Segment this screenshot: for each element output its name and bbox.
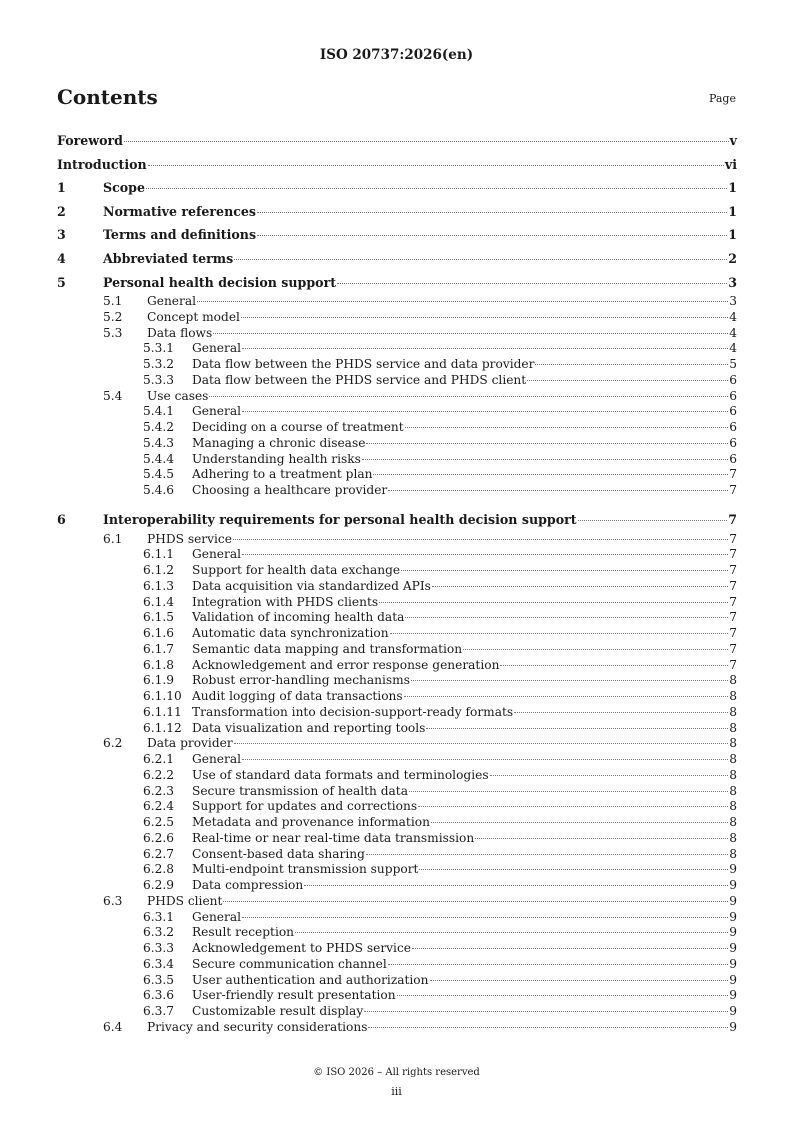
toc-entry-page: v: [729, 133, 737, 148]
toc-entry-level-1[interactable]: [57, 247, 737, 271]
toc-dot-leader: [397, 995, 729, 996]
toc-dot-leader: [124, 141, 729, 142]
toc-dot-leader: [197, 301, 728, 302]
toc-entry-page: 4: [729, 341, 737, 356]
toc-entry-page: 9: [729, 925, 737, 940]
toc-entry-title: Data compression: [192, 878, 304, 892]
toc-dot-leader: [364, 1011, 728, 1012]
toc-dot-leader: [241, 317, 728, 318]
toc-entry-level-3[interactable]: [57, 878, 737, 894]
toc-dot-leader: [578, 520, 728, 521]
toc-entry-number: 5.4.1: [143, 404, 175, 419]
toc-entry-title: Secure transmission of health data: [192, 783, 408, 798]
toc-entry-title: Use of standard data formats and terminologies: [192, 767, 489, 782]
toc-entry-page: 8: [729, 673, 737, 688]
toc-entry-page: 3: [729, 294, 737, 309]
toc-entry-page: 8: [729, 720, 737, 735]
toc-entry-number: 5.4.6: [143, 483, 175, 498]
toc-entry-level-2[interactable]: [57, 294, 737, 310]
toc-entry-number: 6.2.8: [143, 862, 175, 877]
toc-entry-title: Choosing a healthcare provider: [192, 483, 388, 498]
toc-entry-title: Use cases: [147, 388, 209, 403]
toc-entry-page: 1: [728, 203, 737, 219]
toc-dot-leader: [475, 838, 728, 839]
toc-entry-page: 9: [729, 909, 737, 924]
toc-entry-level-1[interactable]: [57, 223, 737, 247]
toc-entry-title: General: [192, 909, 241, 924]
toc-entry-page: 4: [729, 309, 737, 324]
toc-entry-title: Semantic data mapping and transformation: [192, 641, 463, 656]
toc-entry-title: Scope: [103, 180, 145, 196]
toc-dot-leader: [209, 396, 728, 397]
toc-entry-number: 6.1.6: [143, 626, 175, 640]
toc-entry-level-3[interactable]: [57, 357, 737, 373]
toc-entry-page: 2: [728, 250, 737, 266]
toc-entry-number: 5.4.3: [143, 435, 175, 450]
toc-dot-leader: [146, 188, 727, 189]
toc-entry-title: Transformation into decision-support-ready formats: [192, 704, 514, 719]
toc-entry-number: 2: [57, 203, 66, 219]
toc-dot-leader: [257, 212, 727, 213]
toc-dot-leader: [401, 570, 728, 571]
toc-entry-level-3[interactable]: [57, 404, 737, 420]
toc-dot-leader: [368, 1027, 728, 1028]
toc-dot-leader: [535, 364, 728, 365]
toc-entry-title: Concept model: [147, 309, 240, 324]
toc-entry-level-1[interactable]: [57, 508, 737, 532]
toc-entry-level-1[interactable]: [57, 153, 737, 177]
toc-entry-level-3[interactable]: [57, 847, 737, 863]
toc-entry-number: 5.3.1: [143, 341, 175, 356]
toc-dot-leader: [404, 696, 729, 697]
toc-entry-number: 6.3.3: [143, 941, 175, 955]
toc-entry-number: 5.4.5: [143, 467, 175, 482]
toc-entry-page: 1: [728, 227, 737, 243]
toc-entry-number: 5.3.2: [143, 357, 175, 372]
toc-entry-title: Data flow between the PHDS service and PHDS client: [192, 372, 527, 387]
toc-entry-level-3[interactable]: [57, 563, 737, 579]
toc-entry-page: 8: [729, 736, 737, 751]
toc-entry-title: Validation of incoming health data: [192, 610, 405, 625]
toc-entry-page: 8: [729, 846, 737, 861]
toc-entry-level-3[interactable]: [57, 420, 737, 436]
toc-entry-level-3[interactable]: [57, 452, 737, 468]
toc-dot-leader: [388, 490, 728, 491]
toc-entry-level-3[interactable]: [57, 595, 737, 611]
toc-entry-level-2[interactable]: [57, 1020, 737, 1036]
toc-entry-title: General: [192, 752, 241, 766]
toc-entry-level-2[interactable]: [57, 310, 737, 326]
toc-entry-page: 8: [729, 767, 737, 782]
toc-entry-title: Privacy and security considerations: [147, 1019, 368, 1034]
toc-entry-title: Terms and definitions: [103, 227, 257, 243]
toc-dot-leader: [234, 259, 727, 260]
toc-entry-title: User authentication and authorization: [192, 972, 429, 987]
toc-entry-number: 6.2.3: [143, 783, 175, 798]
toc-entry-number: 6.1.2: [143, 563, 175, 577]
toc-entry-title: Data provider: [147, 736, 233, 751]
toc-dot-leader: [388, 964, 729, 965]
toc-entry-number: 6.1.5: [143, 610, 175, 625]
toc-entry-page: 6: [729, 451, 737, 466]
toc-entry-page: 6: [729, 388, 737, 403]
toc-entry-level-3[interactable]: [57, 673, 737, 689]
toc-entry-page: 7: [729, 531, 737, 546]
toc-entry-number: 6.1.3: [143, 578, 175, 593]
toc-dot-leader: [148, 165, 724, 166]
toc-entry-number: 6.3.7: [143, 1004, 175, 1018]
toc-entry-page: 9: [729, 941, 737, 955]
toc-entry-level-3[interactable]: [57, 467, 737, 483]
toc-entry-level-3[interactable]: [57, 988, 737, 1004]
page-column-label: Page: [708, 92, 736, 105]
toc-entry-number: 6: [57, 511, 66, 527]
toc-entry-title: PHDS service: [147, 531, 232, 546]
toc-entry-number: 1: [57, 180, 66, 196]
contents-heading: Contents: [57, 85, 158, 109]
toc-entry-title: General: [192, 547, 241, 562]
toc-entry-number: 6.2.2: [143, 767, 175, 782]
toc-entry-title: Multi-endpoint transmission support: [192, 862, 419, 877]
toc-entry-title: Support for updates and corrections: [192, 799, 418, 814]
toc-entry-title: Automatic data synchronization: [192, 626, 389, 640]
toc-entry-level-3[interactable]: [57, 642, 737, 658]
toc-entry-title: Foreword: [57, 133, 123, 148]
toc-entry-number: 6.2: [103, 736, 123, 751]
toc-entry-title: Data visualization and reporting tools: [192, 720, 426, 735]
table-of-contents: [57, 129, 737, 1036]
toc-entry-page: 1: [728, 180, 737, 196]
toc-dot-leader: [405, 427, 729, 428]
toc-entry-level-3[interactable]: [57, 373, 737, 389]
toc-entry-level-2[interactable]: [57, 532, 737, 548]
toc-entry-title: Integration with PHDS clients: [192, 594, 379, 609]
toc-entry-title: Result reception: [192, 925, 295, 940]
footer-copyright: © ISO 2026 – All rights reserved: [313, 1067, 480, 1078]
toc-entry-title: Acknowledgement to PHDS service: [192, 941, 411, 955]
toc-entry-level-2[interactable]: [57, 389, 737, 405]
toc-entry-title: Understanding health risks: [192, 451, 361, 466]
toc-entry-number: 6.2.4: [143, 799, 175, 814]
toc-entry-number: 6.1.4: [143, 594, 175, 609]
toc-dot-leader: [234, 743, 729, 744]
toc-entry-page: 7: [729, 547, 737, 562]
toc-entry-title: Data flow between the PHDS service and data provider: [192, 357, 535, 372]
toc-dot-leader: [223, 901, 728, 902]
toc-dot-leader: [431, 822, 728, 823]
toc-entry-level-3[interactable]: [57, 768, 737, 784]
toc-entry-title: PHDS client: [147, 893, 223, 908]
toc-entry-page: 6: [729, 372, 737, 387]
toc-entry-page: 7: [729, 578, 737, 593]
toc-entry-page: 8: [729, 783, 737, 798]
toc-dot-leader: [490, 775, 729, 776]
toc-entry-title: Managing a chronic disease: [192, 435, 366, 450]
toc-entry-title: Real-time or near real-time data transmission: [192, 830, 475, 845]
toc-entry-page: 9: [729, 1019, 737, 1034]
toc-entry-level-3[interactable]: [57, 957, 737, 973]
toc-entry-level-3[interactable]: [57, 341, 737, 357]
toc-entry-number: 5.4: [103, 388, 123, 403]
toc-entry-level-3[interactable]: [57, 973, 737, 989]
toc-entry-page: 7: [729, 641, 737, 656]
toc-entry-title: Personal health decision support: [103, 274, 337, 290]
toc-entry-page: 3: [728, 274, 737, 290]
toc-entry-page: 9: [729, 956, 737, 971]
toc-dot-leader: [418, 806, 728, 807]
toc-entry-page: 7: [729, 483, 737, 498]
document-header-title: ISO 20737:2026(en): [319, 47, 474, 63]
toc-entry-level-3[interactable]: [57, 941, 737, 957]
toc-entry-number: 6.2.5: [143, 815, 175, 829]
toc-entry-number: 3: [57, 227, 66, 243]
toc-entry-page: 8: [729, 815, 737, 829]
toc-entry-number: 6.2.6: [143, 830, 175, 845]
toc-entry-title: Data acquisition via standardized APIs: [192, 578, 431, 593]
toc-entry-title: User-friendly result presentation: [192, 988, 396, 1003]
toc-entry-number: 5.3: [103, 325, 123, 340]
toc-entry-level-2[interactable]: [57, 894, 737, 910]
toc-entry-number: 6.1.11: [143, 704, 182, 719]
toc-dot-leader: [409, 791, 728, 792]
toc-entry-number: 6.4: [103, 1019, 123, 1034]
toc-dot-leader: [463, 649, 728, 650]
toc-dot-leader: [213, 333, 728, 334]
toc-entry-number: 5: [57, 274, 66, 290]
toc-entry-number: 6.2.1: [143, 752, 175, 766]
toc-entry-title: Metadata and provenance information: [192, 815, 430, 829]
toc-entry-level-3[interactable]: [57, 831, 737, 847]
toc-entry-page: 9: [729, 862, 737, 877]
toc-dot-leader: [514, 712, 728, 713]
toc-entry-number: 5.4.4: [143, 451, 175, 466]
toc-entry-level-3[interactable]: [57, 815, 737, 831]
toc-entry-number: 6.3.1: [143, 909, 175, 924]
toc-entry-number: 5.2: [103, 309, 123, 324]
toc-dot-leader: [527, 380, 728, 381]
toc-entry-page: 4: [729, 325, 737, 340]
toc-entry-title: Customizable result display: [192, 1004, 364, 1018]
toc-entry-page: 7: [729, 467, 737, 482]
toc-dot-leader: [337, 283, 727, 284]
toc-entry-level-3[interactable]: [57, 1004, 737, 1020]
toc-entry-page: 8: [729, 704, 737, 719]
toc-entry-level-3[interactable]: [57, 626, 737, 642]
toc-dot-leader: [430, 980, 729, 981]
toc-entry-page: 8: [729, 799, 737, 814]
toc-entry-page: 7: [729, 626, 737, 640]
toc-dot-leader: [419, 869, 728, 870]
toc-entry-page: 8: [729, 830, 737, 845]
toc-entry-page: 9: [729, 893, 737, 908]
toc-entry-level-3[interactable]: [57, 784, 737, 800]
toc-entry-number: 6.1.10: [143, 689, 182, 703]
toc-entry-number: 6.2.7: [143, 846, 175, 861]
toc-dot-leader: [304, 885, 728, 886]
toc-entry-page: 8: [729, 752, 737, 766]
toc-entry-title: Adhering to a treatment plan: [192, 467, 373, 482]
toc-entry-page: 7: [729, 563, 737, 577]
toc-entry-page: 5: [729, 357, 737, 372]
toc-dot-leader: [242, 348, 728, 349]
toc-entry-level-3[interactable]: [57, 910, 737, 926]
toc-entry-level-3[interactable]: [57, 752, 737, 768]
toc-entry-number: 6.1.7: [143, 641, 175, 656]
toc-entry-number: 6.3.2: [143, 925, 175, 940]
toc-dot-leader: [373, 474, 728, 475]
toc-entry-number: 6.1.8: [143, 657, 175, 672]
toc-entry-title: Abbreviated terms: [103, 250, 234, 266]
toc-entry-title: Consent-based data sharing: [192, 846, 365, 861]
toc-entry-level-3[interactable]: [57, 799, 737, 815]
toc-dot-leader: [432, 586, 728, 587]
toc-dot-leader: [362, 459, 728, 460]
toc-dot-leader: [242, 411, 728, 412]
toc-entry-level-1[interactable]: [57, 129, 737, 153]
toc-entry-level-3[interactable]: [57, 658, 737, 674]
toc-entry-page: 6: [729, 404, 737, 419]
toc-entry-level-3[interactable]: [57, 483, 737, 499]
toc-entry-number: 6.3.4: [143, 956, 175, 971]
toc-entry-level-1[interactable]: [57, 200, 737, 224]
toc-entry-number: 6.1.9: [143, 673, 175, 688]
toc-entry-level-3[interactable]: [57, 925, 737, 941]
toc-entry-page: 7: [729, 610, 737, 625]
toc-dot-leader: [411, 680, 728, 681]
toc-entry-title: Secure communication channel: [192, 956, 387, 971]
toc-entry-title: General: [192, 404, 241, 419]
toc-dot-leader: [500, 665, 728, 666]
toc-entry-page: 7: [729, 657, 737, 672]
toc-dot-leader: [412, 948, 728, 949]
toc-entry-level-3[interactable]: [57, 721, 737, 737]
toc-entry-title: General: [192, 341, 241, 356]
toc-entry-level-3[interactable]: [57, 689, 737, 705]
toc-dot-leader: [390, 633, 729, 634]
toc-entry-level-2[interactable]: [57, 736, 737, 752]
toc-entry-title: Data flows: [147, 325, 213, 340]
toc-entry-title: Introduction: [57, 156, 147, 172]
toc-entry-page: 7: [729, 594, 737, 609]
toc-entry-level-3[interactable]: [57, 547, 737, 563]
toc-entry-level-3[interactable]: [57, 705, 737, 721]
toc-entry-number: 6.3.5: [143, 972, 175, 987]
toc-entry-page: 7: [728, 511, 737, 527]
toc-dot-leader: [242, 917, 728, 918]
toc-entry-title: Interoperability requirements for personal health decision support: [103, 511, 577, 527]
toc-entry-page: 8: [729, 689, 737, 703]
toc-entry-title: Acknowledgement and error response generation: [192, 657, 500, 672]
toc-entry-title: Normative references: [103, 203, 257, 219]
toc-entry-title: Audit logging of data transactions: [192, 689, 403, 703]
toc-entry-title: Robust error-handling mechanisms: [192, 673, 410, 688]
toc-entry-page: 6: [729, 435, 737, 450]
toc-entry-number: 6.2.9: [143, 878, 175, 892]
toc-dot-leader: [295, 932, 728, 933]
toc-dot-leader: [233, 539, 728, 540]
toc-dot-leader: [405, 617, 728, 618]
toc-dot-leader: [242, 554, 728, 555]
toc-dot-leader: [257, 235, 727, 236]
toc-entry-page: vi: [724, 156, 737, 172]
toc-entry-page: 9: [729, 972, 737, 987]
toc-entry-level-1[interactable]: [57, 271, 737, 295]
toc-entry-title: Support for health data exchange: [192, 563, 401, 577]
toc-entry-number: 6.1.1: [143, 547, 175, 562]
toc-entry-level-3[interactable]: [57, 610, 737, 626]
toc-entry-number: 6.3.6: [143, 988, 175, 1003]
toc-entry-level-2[interactable]: [57, 326, 737, 342]
footer-page-number: iii: [391, 1085, 402, 1098]
toc-entry-level-1[interactable]: [57, 176, 737, 200]
toc-entry-number: 5.1: [103, 294, 123, 309]
toc-entry-number: 6.1: [103, 531, 123, 546]
toc-entry-number: 6.1.12: [143, 720, 182, 735]
toc-entry-number: 6.3: [103, 893, 123, 908]
toc-entry-number: 4: [57, 250, 66, 266]
toc-dot-leader: [366, 854, 728, 855]
toc-entry-level-3[interactable]: [57, 862, 737, 878]
toc-entry-page: 6: [729, 420, 737, 435]
toc-dot-leader: [242, 759, 728, 760]
toc-entry-number: 5.4.2: [143, 420, 175, 435]
toc-entry-page: 9: [729, 878, 737, 892]
toc-entry-level-3[interactable]: [57, 436, 737, 452]
toc-entry-title: Deciding on a course of treatment: [192, 420, 404, 435]
toc-entry-page: 9: [729, 988, 737, 1003]
toc-dot-leader: [426, 728, 728, 729]
toc-entry-level-3[interactable]: [57, 579, 737, 595]
toc-entry-title: General: [147, 294, 196, 309]
toc-dot-leader: [366, 443, 728, 444]
toc-entry-page: 9: [729, 1004, 737, 1018]
toc-entry-number: 5.3.3: [143, 372, 175, 387]
toc-dot-leader: [379, 602, 728, 603]
